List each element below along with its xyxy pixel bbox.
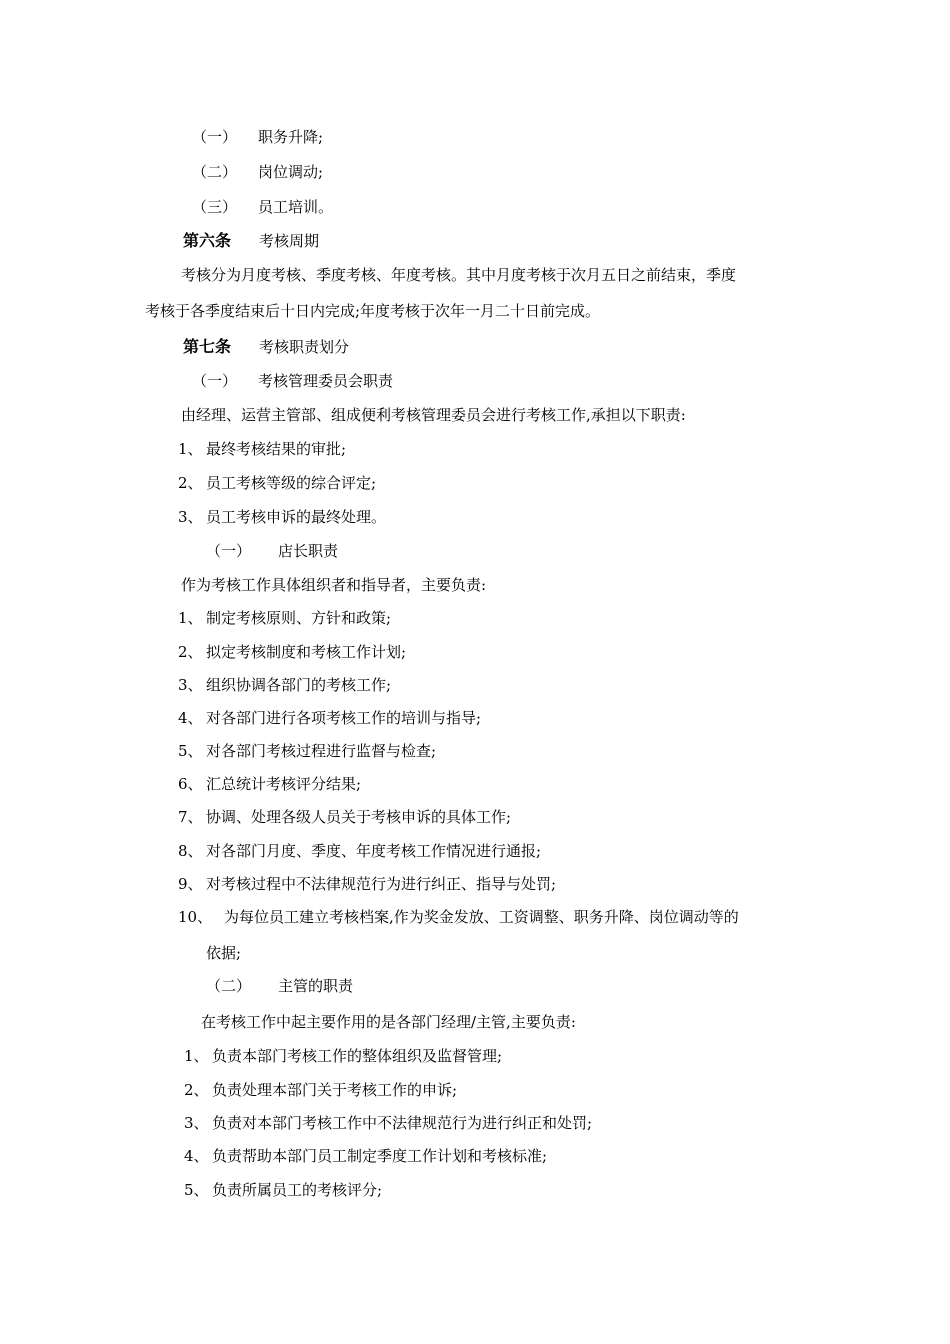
- paragraph-line: 考核分为月度考核、季度考核、年度考核。其中月度考核于次月五日之前结束，季度: [181, 266, 737, 284]
- list-item: [184, 1146, 547, 1166]
- item-number: 2、: [178, 474, 203, 492]
- item-text: 负责帮助本部门员工制定季度工作计划和考核标准;: [212, 1147, 548, 1165]
- list-item: [178, 741, 436, 761]
- paragraph-line: 在考核工作中起主要作用的是各部门经理/主管,主要负责:: [201, 1013, 576, 1031]
- item-text: 对各部门月度、季度、年度考核工作情况进行通报;: [206, 842, 542, 860]
- item-text: 协调、处理各级人员关于考核申诉的具体工作;: [206, 808, 512, 826]
- list-item: [184, 1080, 457, 1100]
- item-number: 3、: [178, 676, 203, 694]
- section-heading: [192, 371, 393, 391]
- article-heading: [183, 231, 319, 251]
- item-number: 6、: [178, 775, 203, 793]
- item-text: 为每位员工建立考核档案,作为奖金发放、工资调整、职务升降、岗位调动等的: [224, 908, 739, 926]
- article-title: 考核周期: [259, 232, 320, 250]
- item-number: 7、: [178, 808, 203, 826]
- item-text: 负责对本部门考核工作中不法律规范行为进行纠正和处罚;: [212, 1114, 593, 1132]
- list-item: [178, 675, 391, 695]
- item-text: 负责处理本部门关于考核工作的申诉;: [212, 1081, 458, 1099]
- paragraph-line: 依据;: [206, 944, 242, 962]
- list-item: [184, 1113, 592, 1133]
- section-number: （二）: [206, 977, 252, 995]
- item-text: 负责所属员工的考核评分;: [212, 1181, 383, 1199]
- item-text: 员工考核等级的综合评定;: [206, 474, 377, 492]
- paragraph-line: 考核于各季度结束后十日内完成;年度考核于次年一月二十日前完成。: [145, 302, 601, 320]
- list-item: [178, 807, 511, 827]
- paragraph-line: 由经理、运营主管部、组成便利考核管理委员会进行考核工作,承担以下职责:: [181, 406, 686, 424]
- paragraph-line: 作为考核工作具体组织者和指导者，主要负责:: [181, 576, 487, 594]
- list-item: [178, 708, 481, 728]
- section-number: （一）: [192, 372, 238, 390]
- item-text: 职务升降;: [258, 128, 324, 146]
- item-text: 岗位调动;: [258, 163, 324, 181]
- item-number: （一）: [192, 128, 238, 146]
- item-text: 对各部门考核过程进行监督与检查;: [206, 742, 437, 760]
- item-number: 2、: [184, 1081, 209, 1099]
- item-number: 8、: [178, 842, 203, 860]
- item-text: 员工考核申诉的最终处理。: [206, 508, 387, 526]
- item-text: 负责本部门考核工作的整体组织及监督管理;: [212, 1047, 503, 1065]
- item-text: 组织协调各部门的考核工作;: [206, 676, 392, 694]
- article-title: 考核职责划分: [259, 338, 350, 356]
- list-item: [178, 642, 406, 662]
- item-number: 5、: [184, 1181, 209, 1199]
- list-item: [178, 473, 376, 493]
- list-item: [178, 874, 556, 894]
- list-item: [192, 197, 333, 217]
- item-number: 5、: [178, 742, 203, 760]
- item-number: 9、: [178, 875, 203, 893]
- section-title: 考核管理委员会职责: [258, 372, 394, 390]
- item-number: 1、: [184, 1047, 209, 1065]
- list-item: [178, 774, 361, 794]
- item-number: （三）: [192, 198, 238, 216]
- item-number: （二）: [192, 163, 238, 181]
- article-number: 第六条: [183, 231, 232, 250]
- list-item: [192, 127, 323, 147]
- list-item: [178, 907, 739, 927]
- list-item: [192, 162, 323, 182]
- article-heading: [183, 337, 349, 357]
- article-number: 第七条: [183, 337, 232, 356]
- item-number: 4、: [184, 1147, 209, 1165]
- item-number: 1、: [178, 440, 203, 458]
- item-number: 2、: [178, 643, 203, 661]
- list-item: [184, 1180, 382, 1200]
- list-item: [178, 439, 346, 459]
- item-text: 拟定考核制度和考核工作计划;: [206, 643, 407, 661]
- section-title: 主管的职责: [278, 977, 354, 995]
- section-heading: [206, 541, 338, 561]
- section-title: 店长职责: [278, 542, 339, 560]
- list-item: [178, 608, 391, 628]
- item-number: 10、: [178, 908, 213, 926]
- item-text: 最终考核结果的审批;: [206, 440, 347, 458]
- list-item: [178, 507, 386, 527]
- list-item: [178, 841, 541, 861]
- section-heading: [206, 976, 353, 996]
- item-number: 3、: [184, 1114, 209, 1132]
- item-number: 1、: [178, 609, 203, 627]
- item-text: 员工培训。: [258, 198, 334, 216]
- item-number: 4、: [178, 709, 203, 727]
- item-text: 对各部门进行各项考核工作的培训与指导;: [206, 709, 482, 727]
- item-text: 汇总统计考核评分结果;: [206, 775, 362, 793]
- item-text: 制定考核原则、方针和政策;: [206, 609, 392, 627]
- item-number: 3、: [178, 508, 203, 526]
- item-text: 对考核过程中不法律规范行为进行纠正、指导与处罚;: [206, 875, 557, 893]
- section-number: （一）: [206, 542, 252, 560]
- list-item: [184, 1046, 502, 1066]
